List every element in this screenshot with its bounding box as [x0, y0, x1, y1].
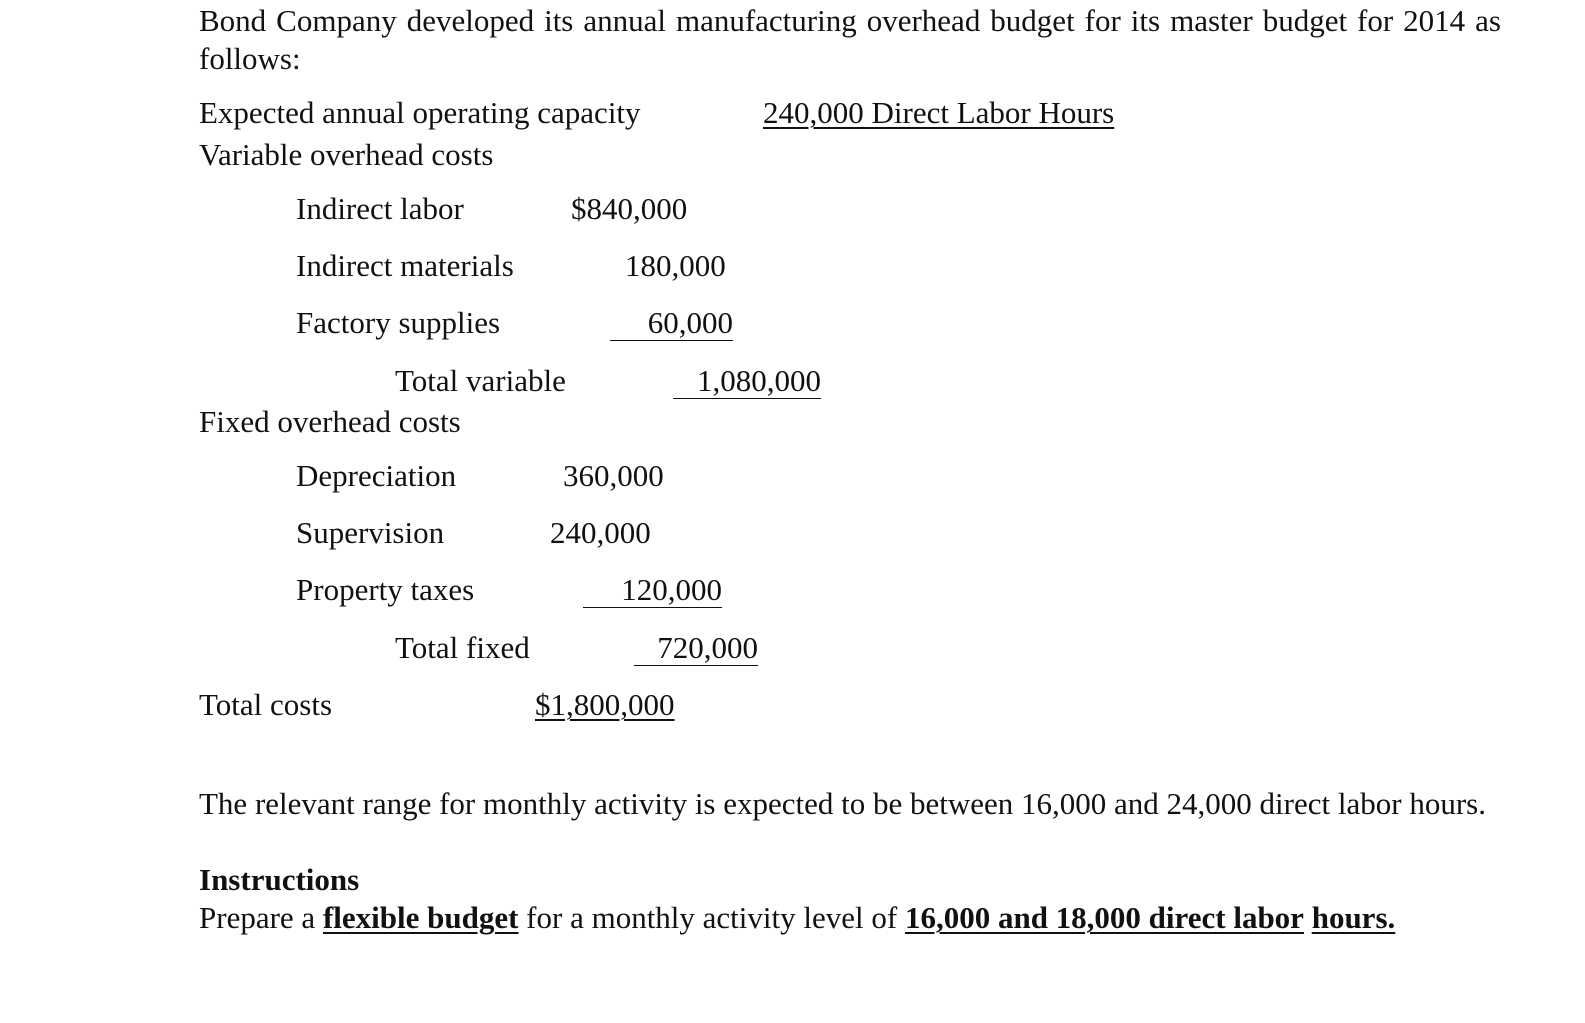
- depreciation-label: Depreciation: [296, 458, 457, 493]
- fixed-overhead-heading: Fixed overhead costs: [199, 404, 461, 439]
- total-costs-amount: $1,800,000: [535, 687, 675, 722]
- flexible-budget-term: flexible budget: [322, 900, 519, 935]
- capacity-value: 240,000 Direct Labor Hours: [763, 95, 1115, 130]
- indirect-labor-amount: $840,000: [571, 191, 688, 226]
- intro-paragraph: Bond Company developed its annual manufacturing overhead budget for its master budget for 2014 as follows:: [199, 3, 1501, 76]
- instructions-middle: for a monthly activity level of: [526, 900, 898, 935]
- total-fixed-amount: 720,000: [634, 631, 758, 666]
- indirect-labor-label: Indirect labor: [296, 191, 464, 226]
- total-fixed-label: Total fixed: [395, 630, 530, 665]
- factory-supplies-cell: [610, 304, 733, 342]
- factory-supplies-label: Factory supplies: [296, 305, 501, 340]
- instructions-text: [199, 899, 1395, 937]
- depreciation-amount: 360,000: [563, 458, 664, 493]
- instructions-suffix: hours.: [1311, 900, 1396, 935]
- instructions-prefix: Prepare a: [199, 900, 316, 935]
- factory-supplies-amount: 60,000: [610, 306, 733, 341]
- total-variable-cell: [673, 362, 821, 400]
- relevant-range-paragraph: The relevant range for monthly activity is expected to be between 16,000 and 24,000 direct labor hours.: [199, 786, 1486, 821]
- total-variable-amount: 1,080,000: [673, 364, 821, 399]
- variable-overhead-heading: Variable overhead costs: [199, 137, 494, 172]
- property-taxes-amount: 120,000: [583, 573, 722, 608]
- indirect-materials-label: Indirect materials: [296, 248, 514, 283]
- supervision-amount: 240,000: [550, 515, 651, 550]
- indirect-materials-amount: 180,000: [625, 248, 726, 283]
- property-taxes-cell: [583, 571, 722, 609]
- total-costs-label: Total costs: [199, 687, 333, 722]
- supervision-label: Supervision: [296, 515, 445, 550]
- instructions-heading: Instructions: [199, 862, 360, 897]
- property-taxes-label: Property taxes: [296, 572, 475, 607]
- activity-levels: 16,000 and 18,000 direct labor: [904, 900, 1304, 935]
- total-fixed-cell: [634, 629, 758, 667]
- total-variable-label: Total variable: [395, 363, 566, 398]
- capacity-label: Expected annual operating capacity: [199, 95, 641, 130]
